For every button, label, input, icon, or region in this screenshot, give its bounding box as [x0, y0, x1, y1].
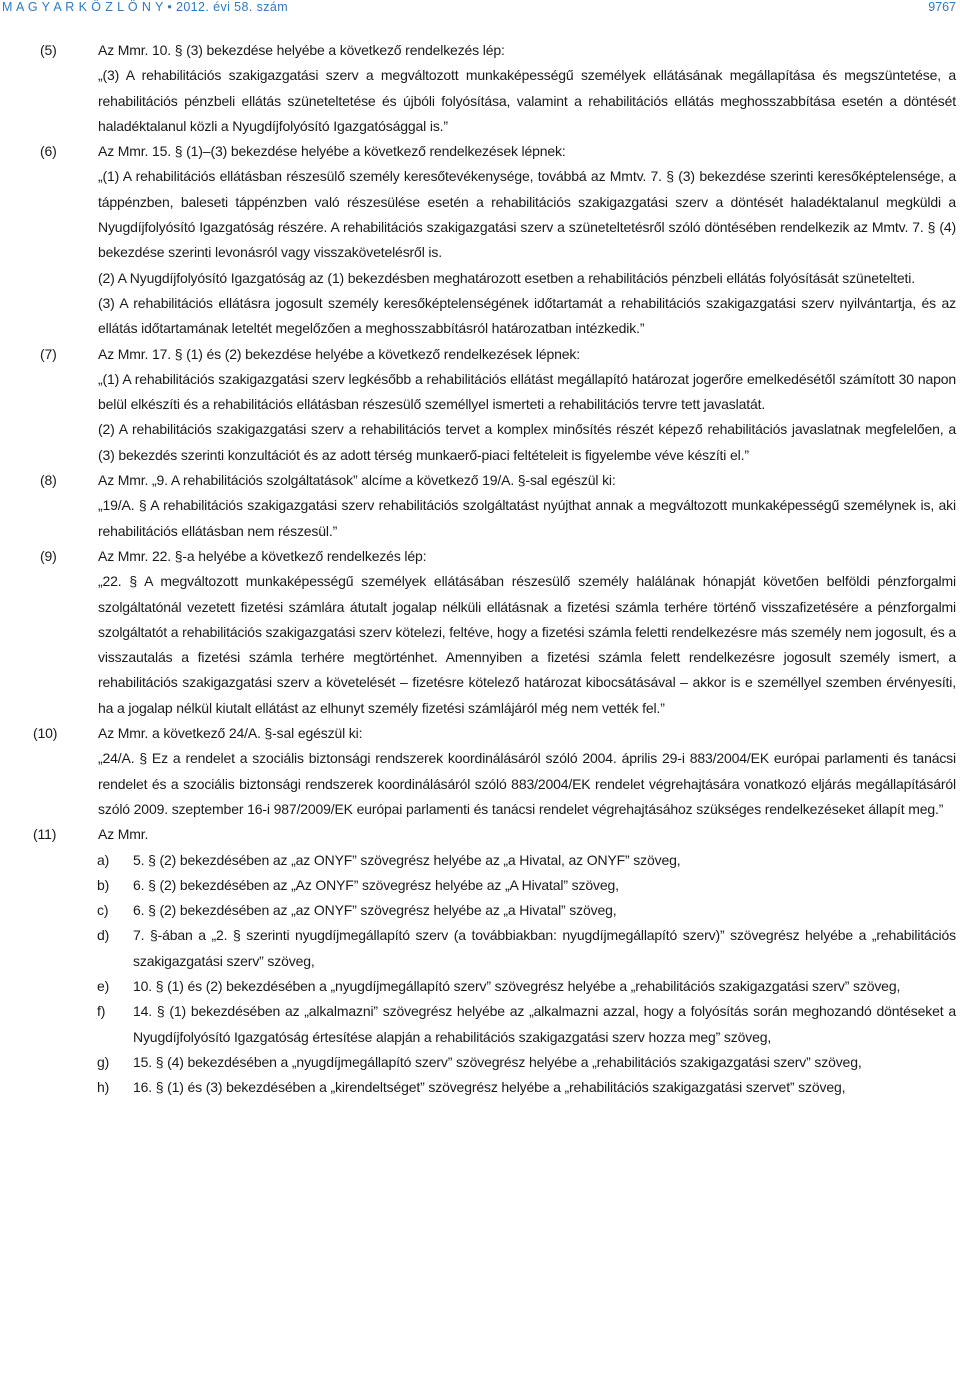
- list-item: [0, 999, 960, 1050]
- page-number: 9767: [928, 0, 956, 14]
- list-item-text: 16. § (1) és (3) bekezdésében a „kirendeltséget” szövegrész helyébe a „rehabilitációs szakigazgatási szervet” szöveg,: [133, 1079, 846, 1096]
- page-header: [0, 0, 960, 14]
- list-item-text: 15. § (4) bekezdésében a „nyugdíjmegállapító szerv” szövegrész helyébe a „rehabilitációs szakigazgatási szerv” szöveg,: [133, 1053, 862, 1070]
- paragraph-intro: Az Mmr. 22. §-a helyébe a következő rendelkezés lép:: [98, 547, 427, 564]
- paragraph-5: [0, 38, 960, 139]
- paragraph-intro: Az Mmr.: [98, 826, 149, 843]
- list-item-text: 7. §-ában a „2. § szerinti nyugdíjmegállapító szerv (a továbbiakban: nyugdíjmegállapító szerv)” szövegrész helyébe a „rehabilitációs szakigazgatási szerv” szöveg,: [133, 927, 956, 969]
- paragraph-number: (6): [40, 143, 57, 160]
- list-marker: f): [97, 1003, 106, 1020]
- quoted-provision: (2) A Nyugdíjfolyósító Igazgatóság az (1) bekezdésben meghatározott esetben a rehabilitációs pénzbeli ellátás folyósítását szünetelteti.: [98, 269, 915, 286]
- paragraph-intro: Az Mmr. „9. A rehabilitációs szolgáltatások” alcíme a következő 19/A. §-sal egészül ki:: [98, 472, 616, 489]
- list-item-text: 14. § (1) bekezdésében az „alkalmazni” szövegrész helyébe az „alkalmazni azzal, hogy a folyósítás során meghozandó döntéseket a Nyugdíjfolyósító Igazgatóság értesítése alapján a rehabilitációs szakigazgatási szerv hozza meg” szöveg,: [133, 1003, 956, 1045]
- paragraph-10: [0, 721, 960, 822]
- paragraph-6: [0, 139, 960, 341]
- quoted-provision: „(1) A rehabilitációs szakigazgatási szerv legkésőbb a rehabilitációs ellátást megállapító határozat jogerőre emelkedésétől számított 30 napon belül elkészíti és a rehabilitációs ellátásban részesülő személlyel ismerteti a rehabilitációs tervre tett javaslatát.: [98, 370, 956, 413]
- list-item-text: 6. § (2) bekezdésében az „Az ONYF” szövegrész helyébe az „A Hivatal” szöveg,: [133, 876, 619, 893]
- paragraph-intro: Az Mmr. 17. § (1) és (2) bekezdése helyébe a következő rendelkezések lépnek:: [98, 345, 580, 362]
- list-item: [0, 898, 960, 923]
- list-item-text: 10. § (1) és (2) bekezdésében a „nyugdíjmegállapító szerv” szövegrész helyébe a „rehabilitációs szakigazgatási szerv” szöveg,: [133, 977, 901, 994]
- paragraph-number: (10): [33, 725, 58, 742]
- paragraph-number: (9): [40, 547, 57, 564]
- list-item: [0, 848, 960, 873]
- paragraph-8: [0, 468, 960, 544]
- paragraph-9: [0, 544, 960, 721]
- list-marker: d): [97, 927, 110, 944]
- quoted-provision: (2) A rehabilitációs szakigazgatási szerv a rehabilitációs tervet a komplex minősítés részét képező rehabilitációs javaslatnak megfelelően, a (3) bekezdés szerinti konzultációt és az adott térség munkaerő-piaci feltételeit is figyelembe véve készíti el.”: [98, 421, 956, 463]
- list-marker: c): [97, 902, 109, 919]
- list-item-text: 5. § (2) bekezdésében az „az ONYF” szövegrész helyébe az „a Hivatal, az ONYF” szöveg,: [133, 851, 681, 868]
- list-marker: h): [97, 1079, 110, 1096]
- list-marker: a): [97, 851, 110, 868]
- publication-title: M A G Y A R K Ö Z L Ö N Y • 2012. évi 58. szám: [2, 0, 289, 14]
- paragraph-number: (5): [40, 42, 57, 58]
- list-marker: b): [97, 876, 110, 893]
- paragraph-intro: Az Mmr. a következő 24/A. §-sal egészül ki:: [98, 725, 363, 742]
- paragraph-number: (11): [33, 826, 57, 843]
- list-marker: e): [97, 977, 110, 994]
- paragraph-intro: Az Mmr. 15. § (1)–(3) bekezdése helyébe a következő rendelkezések lépnek:: [98, 143, 566, 160]
- paragraph-11: [0, 822, 960, 1100]
- document-body: [0, 38, 960, 1100]
- list-item: [0, 923, 960, 974]
- paragraph-intro: Az Mmr. 10. § (3) bekezdése helyébe a következő rendelkezés lép:: [98, 42, 505, 58]
- list-item: [0, 974, 960, 999]
- list-item: [0, 1050, 960, 1075]
- quoted-provision: (3) A rehabilitációs ellátásra jogosult személy keresőképtelenségének időtartamát a rehabilitációs szakigazgatási szerv nyilvántartja, és az ellátás időtartamának leteltét megelőzően a meghosszabbításról határozatban intézkedik.”: [98, 294, 956, 337]
- quoted-provision: „24/A. § Ez a rendelet a szociális biztonsági rendszerek koordinálásáról szóló 2004. április 29-i 883/2004/EK európai parlamenti és tanácsi rendelet és a szociális biztonsági rendszerek koordinálásáról szóló 883/2004/EK rendelet végrehajtására vonatkozó eljárás megállapításáról szóló 2009. szeptember 16-i 987/2009/EK európai parlamenti és tanácsi rendelet végrehajtásához szükséges rendelkezéseket állapít meg.”: [98, 750, 956, 817]
- quoted-provision: „22. § A megváltozott munkaképességű személyek ellátásában részesülő személy halálának hónapját követően belföldi pénzforgalmi szolgáltatónál vezetett fizetési számlára átutalt jogalap nélküli ellátásnak a fizetési számla terhére történő visszafizetésére a pénzforgalmi szolgáltatót a rehabilitációs szakigazgatási szerv kötelezi, feltéve, hogy a fizetési számla feletti rendelkezésre más személy nem jogosult, és a visszautalás a fizetési számla terhére megtörténhet. Amennyiben a fizetési számla felett rendelkezésre jogosult személy ismert, a rehabilitációs szakigazgatási szerv a követelését – fizetésre kötelező határozat kibocsátásával – akkor is e személlyel szemben érvényesíti, ha a jogalap nélkül kiutalt ellátást az elhunyt személy fizetési számlájáról még nem vették fel.”: [98, 573, 956, 716]
- paragraph-number: (7): [40, 345, 57, 362]
- list-item: [0, 1075, 960, 1100]
- quoted-provision: „19/A. § A rehabilitációs szakigazgatási szerv rehabilitációs szolgáltatást nyújthat annak a megváltozott munkaképességű személynek is, aki rehabilitációs ellátásban nem részesül.”: [98, 497, 956, 539]
- list-marker: g): [97, 1053, 110, 1070]
- list-item-text: 6. § (2) bekezdésében az „az ONYF” szövegrész helyébe az „a Hivatal” szöveg,: [133, 902, 617, 919]
- list-item: [0, 873, 960, 898]
- paragraph-7: [0, 342, 960, 468]
- paragraph-number: (8): [40, 472, 57, 489]
- quoted-provision: „(3) A rehabilitációs szakigazgatási szerv a megváltozott munkaképességű személyek ellátásának megállapítása és megszüntetése, a rehabilitációs pénzbeli ellátás szüneteltetése és újbóli folyósítása, valamint a rehabilitációs ellátás meghosszabbítása esetén a döntését haladéktalanul közli a Nyugdíjfolyósító Igazgatósággal is.”: [98, 67, 956, 134]
- quoted-provision: „(1) A rehabilitációs ellátásban részesülő személy keresőtevékenysége, továbbá az Mmtv. 7. § (3) bekezdése szerinti keresőképtelensége, a táppénzben, baleseti táppénzben való részesülése esetén a rehabilitációs szakigazgatási szerv a döntését haladéktalanul megküldi a Nyugdíjfolyósító Igazgatóság részére. A rehabilitációs szakigazgatási szerv a szüneteltetésről szóló döntésében rendelkezik az Mmtv. 7. § (4) bekezdése szerinti levonásról vagy visszakövetelésről is.: [98, 168, 956, 261]
